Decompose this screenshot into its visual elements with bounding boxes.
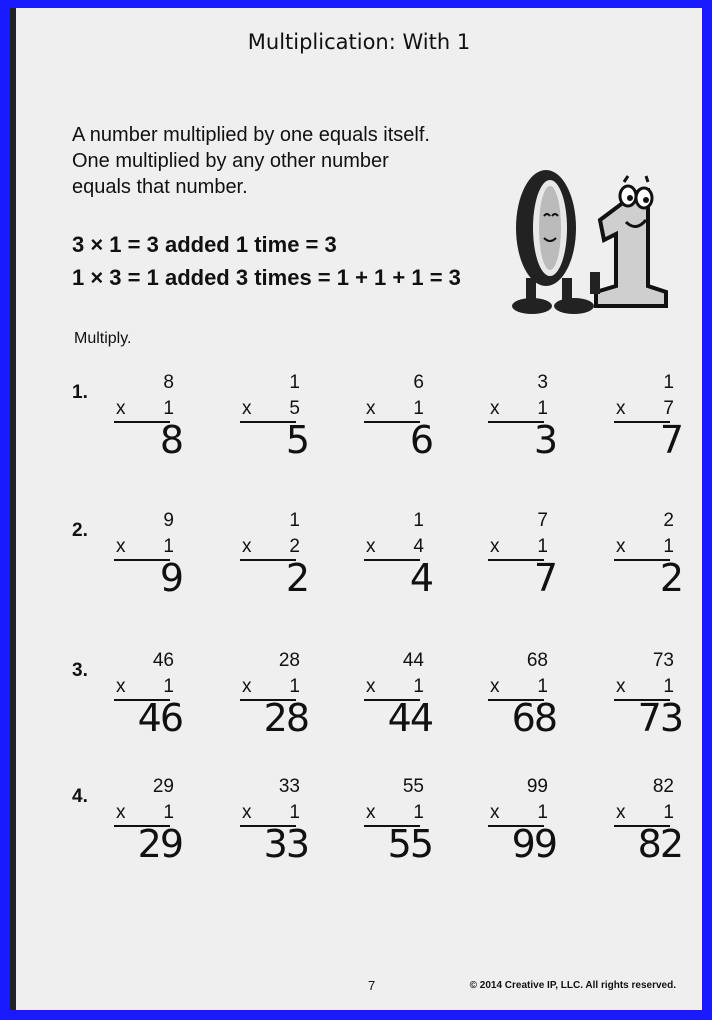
times-sign: x: [616, 676, 626, 697]
multiplicand: 73: [652, 650, 674, 671]
problem-row-label: 2.: [72, 520, 88, 541]
times-sign: x: [490, 802, 500, 823]
handwritten-answer: 3: [533, 418, 556, 462]
page-title: Multiplication: With 1: [247, 30, 471, 54]
times-sign: x: [242, 536, 252, 557]
times-sign: x: [242, 398, 252, 419]
handwritten-answer: 7: [533, 556, 556, 600]
handwritten-answer: 5: [285, 418, 308, 462]
multiplicand: 46: [152, 650, 174, 671]
multiplication-problem: [614, 510, 684, 615]
handwritten-answer: 46: [137, 696, 182, 740]
one-mascot-icon: [590, 176, 666, 306]
multiplication-problem: [488, 372, 558, 477]
multiplication-problem: [364, 510, 434, 615]
multiplicand: 8: [163, 372, 174, 393]
handwritten-answer: 73: [637, 696, 682, 740]
intro-line: A number multiplied by one equals itself.: [72, 124, 430, 146]
multiplier: 5: [289, 398, 300, 419]
multiplication-problem: [240, 510, 310, 615]
multiplicand: 3: [537, 372, 548, 393]
example-equations: [72, 228, 461, 294]
multiplicand: 9: [163, 510, 174, 531]
multiplier: 1: [289, 802, 300, 823]
times-sign: x: [366, 676, 376, 697]
multiplication-problem: [488, 650, 558, 755]
handwritten-answer: 29: [137, 822, 182, 866]
times-sign: x: [616, 398, 626, 419]
handwritten-answer: 55: [387, 822, 432, 866]
times-sign: x: [490, 398, 500, 419]
handwritten-answer: 6: [409, 418, 432, 462]
multiplier: 1: [663, 676, 674, 697]
multiplication-problem: [240, 776, 310, 881]
times-sign: x: [116, 676, 126, 697]
multiplication-problem: [488, 776, 558, 881]
multiplication-problem: [114, 372, 184, 477]
times-sign: x: [366, 398, 376, 419]
handwritten-answer: 82: [637, 822, 682, 866]
multiplication-problem: [240, 650, 310, 755]
times-sign: x: [116, 536, 126, 557]
multiplicand: 82: [652, 776, 674, 797]
multiplier: 1: [163, 536, 174, 557]
worksheet-page: [10, 8, 702, 1010]
multiplication-problem: [114, 776, 184, 881]
handwritten-answer: 68: [511, 696, 556, 740]
multiplicand: 1: [289, 372, 300, 393]
multiplication-problem: [614, 776, 684, 881]
multiplication-problem: [364, 372, 434, 477]
multiplication-problem: [114, 510, 184, 615]
multiplicand: 33: [278, 776, 300, 797]
zero-mascot-icon: [512, 170, 594, 314]
multiplication-problem: [614, 372, 684, 477]
times-sign: x: [242, 802, 252, 823]
multiplier: 2: [289, 536, 300, 557]
times-sign: x: [116, 802, 126, 823]
multiplication-problem: [240, 372, 310, 477]
handwritten-answer: 8: [159, 418, 182, 462]
multiplication-problem: [614, 650, 684, 755]
copyright-notice: © 2014 Creative IP, LLC. All rights reserved.: [469, 980, 676, 991]
handwritten-answer: 4: [409, 556, 432, 600]
multiplier: 1: [537, 398, 548, 419]
times-sign: x: [116, 398, 126, 419]
handwritten-answer: 7: [659, 418, 682, 462]
multiplicand: 7: [537, 510, 548, 531]
intro-line: equals that number.: [72, 176, 248, 198]
multiplier: 1: [537, 676, 548, 697]
multiplier: 1: [537, 536, 548, 557]
multiplicand: 6: [413, 372, 424, 393]
intro-line: One multiplied by any other number: [72, 150, 389, 172]
problem-row-label: 3.: [72, 660, 88, 681]
times-sign: x: [366, 802, 376, 823]
handwritten-answer: 2: [285, 556, 308, 600]
handwritten-answer: 33: [263, 822, 308, 866]
handwritten-answer: 28: [263, 696, 308, 740]
multiplier: 1: [289, 676, 300, 697]
multiplier: 1: [413, 676, 424, 697]
multiplicand: 1: [289, 510, 300, 531]
multiplier: 1: [163, 676, 174, 697]
multiplier: 4: [413, 536, 424, 557]
multiplier: 1: [163, 398, 174, 419]
equation-line: 1 × 3 = 1 added 3 times = 1 + 1 + 1 = 3: [72, 265, 461, 290]
times-sign: x: [490, 676, 500, 697]
handwritten-answer: 2: [659, 556, 682, 600]
multiplicand: 28: [278, 650, 300, 671]
multiplicand: 1: [663, 372, 674, 393]
problem-row-label: 4.: [72, 786, 88, 807]
intro-text: [72, 122, 502, 200]
times-sign: x: [490, 536, 500, 557]
multiplier: 7: [663, 398, 674, 419]
instruction-text: Multiply.: [74, 330, 132, 347]
multiplicand: 44: [402, 650, 424, 671]
multiplier: 1: [537, 802, 548, 823]
multiplicand: 55: [402, 776, 424, 797]
multiplicand: 29: [152, 776, 174, 797]
handwritten-answer: 44: [387, 696, 432, 740]
multiplicand: 1: [413, 510, 424, 531]
multiplicand: 68: [526, 650, 548, 671]
multiplication-problem: [364, 776, 434, 881]
handwritten-answer: 99: [511, 822, 556, 866]
multiplicand: 99: [526, 776, 548, 797]
times-sign: x: [242, 676, 252, 697]
multiplication-problem: [364, 650, 434, 755]
multiplier: 1: [413, 398, 424, 419]
page-number: 7: [368, 978, 376, 993]
multiplication-problem: [488, 510, 558, 615]
times-sign: x: [616, 536, 626, 557]
multiplier: 1: [413, 802, 424, 823]
problem-row-label: 1.: [72, 382, 88, 403]
multiplier: 1: [663, 536, 674, 557]
multiplication-problem: [114, 650, 184, 755]
multiplier: 1: [163, 802, 174, 823]
number-mascots-illustration: [500, 160, 670, 318]
equation-line: 3 × 1 = 3 added 1 time = 3: [72, 232, 337, 257]
times-sign: x: [616, 802, 626, 823]
times-sign: x: [366, 536, 376, 557]
multiplicand: 2: [663, 510, 674, 531]
multiplier: 1: [663, 802, 674, 823]
handwritten-answer: 9: [159, 556, 182, 600]
